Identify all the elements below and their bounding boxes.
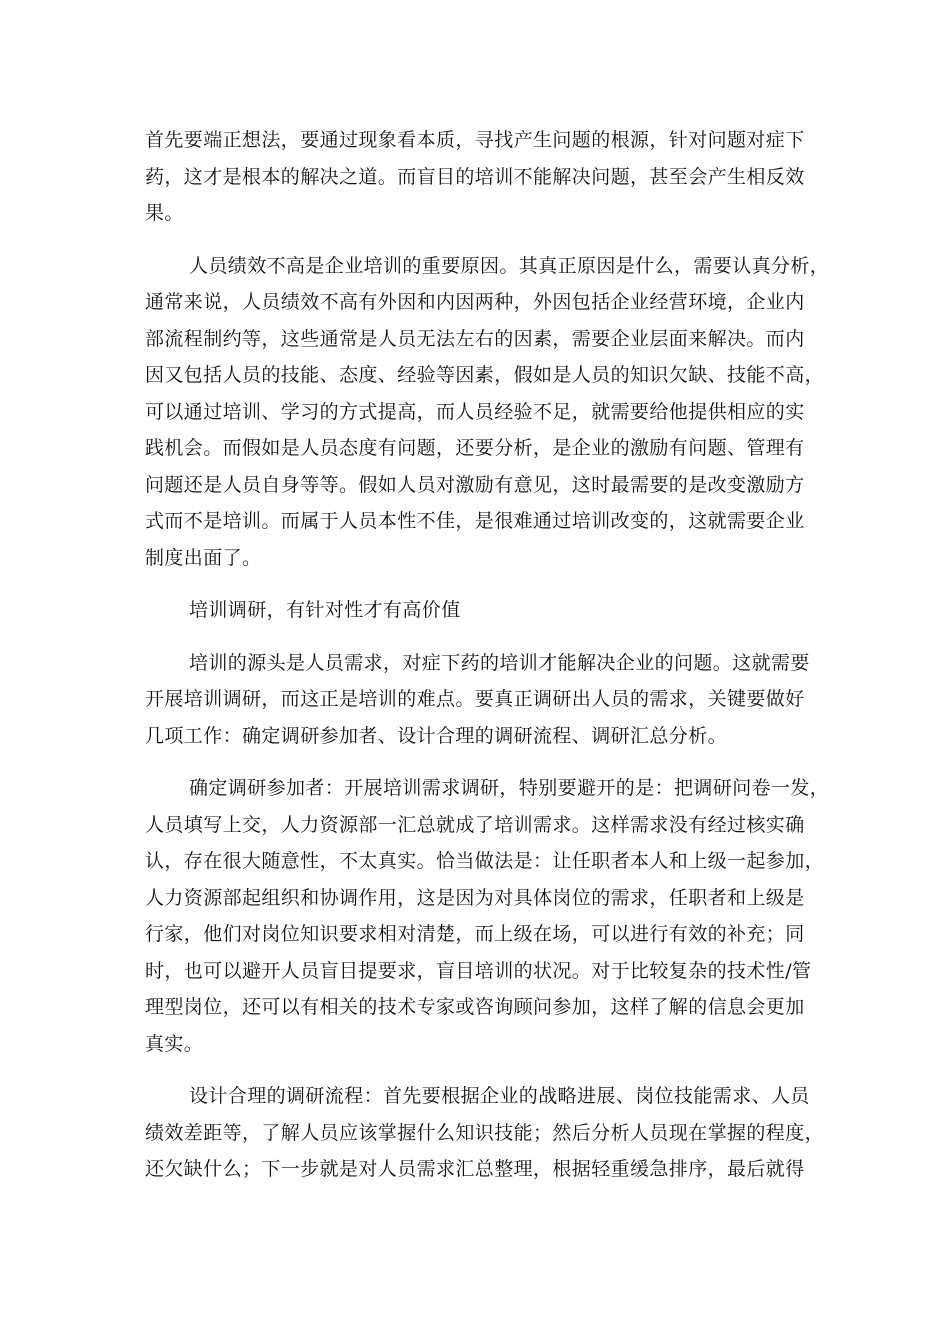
text-line: 绩效差距等，了解人员应该掌握什么知识技能；然后分析人员现在掌握的程度， xyxy=(145,1121,825,1144)
text-line: 果。 xyxy=(145,202,184,224)
paragraph-5 xyxy=(145,1078,825,1188)
paragraph-1 xyxy=(145,122,805,232)
text-line: 开展培训调研，而这正是培训的难点。要真正调研出人员的需求，关键要做好 xyxy=(145,688,805,710)
text-line: 真实。 xyxy=(145,1032,204,1055)
text-line: 式而不是培训。而属于人员本性不佳，是很难通过培训改变的，这就需要企业 xyxy=(145,510,805,532)
text-line: 确定调研参加者：开展培训需求调研，特别要避开的是：把调研问卷一发， xyxy=(189,777,830,799)
text-line: 时，也可以避开人员盲目提要求，盲目培训的状况。对于比较复杂的技术性/管 xyxy=(145,959,812,982)
text-line: 药，这才是根本的解决之道。而盲目的培训不能解决问题，甚至会产生相反效 xyxy=(145,165,805,188)
text-line: 培训调研，有针对性才有高价值 xyxy=(189,599,461,621)
section-heading xyxy=(145,592,805,629)
paragraph-4 xyxy=(145,770,830,1062)
paragraph-3 xyxy=(145,645,810,755)
text-line: 人员绩效不高是企业培训的重要原因。其真正原因是什么，需要认真分析， xyxy=(189,254,830,277)
text-line: 设计合理的调研流程：首先要根据企业的战略进展、岗位技能需求、人员 xyxy=(189,1085,810,1107)
text-line: 通常来说，人员绩效不高有外因和内因两种，外因包括企业经营环境，企业内 xyxy=(145,291,805,313)
text-line: 部流程制约等，这些通常是人员无法左右的因素，需要企业层面来解决。而内 xyxy=(145,327,805,350)
text-line: 制度出面了。 xyxy=(145,546,262,569)
text-line: 可以通过培训、学习的方式提高，而人员经验不足，就需要给他提供相应的实 xyxy=(145,400,805,423)
text-line: 几项工作：确定调研参加者、设计合理的调研流程、调研汇总分析。 xyxy=(145,724,728,747)
text-line: 认，存在很大随意性，不太真实。恰当做法是：让任职者本人和上级一起参加， xyxy=(145,850,825,872)
text-line: 践机会。而假如是人员态度有问题，还要分析，是企业的激励有问题、管理有 xyxy=(145,437,805,459)
document-body xyxy=(145,122,830,1204)
text-line: 行家，他们对岗位知识要求相对清楚，而上级在场，可以进行有效的补充；同 xyxy=(145,923,805,945)
paragraph-2 xyxy=(145,248,830,577)
text-line: 培训的源头是人员需求，对症下药的培训才能解决企业的问题。这就需要 xyxy=(189,651,810,674)
text-line: 问题还是人员自身等等。假如人员对激励有意见，这时最需要的是改变激励方 xyxy=(145,473,805,496)
text-line: 人力资源部起组织和协调作用，这是因为对具体岗位的需求，任职者和上级是 xyxy=(145,886,805,909)
text-line: 首先要端正想法，要通过现象看本质，寻找产生问题的根源，针对问题对症下 xyxy=(145,129,805,151)
text-line: 理型岗位，还可以有相关的技术专家或咨询顾问参加，这样了解的信息会更加 xyxy=(145,996,805,1018)
text-line: 人员填写上交，人力资源部一汇总就成了培训需求。这样需求没有经过核实确 xyxy=(145,813,805,836)
text-line: 还欠缺什么；下一步就是对人员需求汇总整理，根据轻重缓急排序，最后就得 xyxy=(145,1158,805,1180)
text-line: 因又包括人员的技能、态度、经验等因素，假如是人员的知识欠缺、技能不高， xyxy=(145,364,825,386)
